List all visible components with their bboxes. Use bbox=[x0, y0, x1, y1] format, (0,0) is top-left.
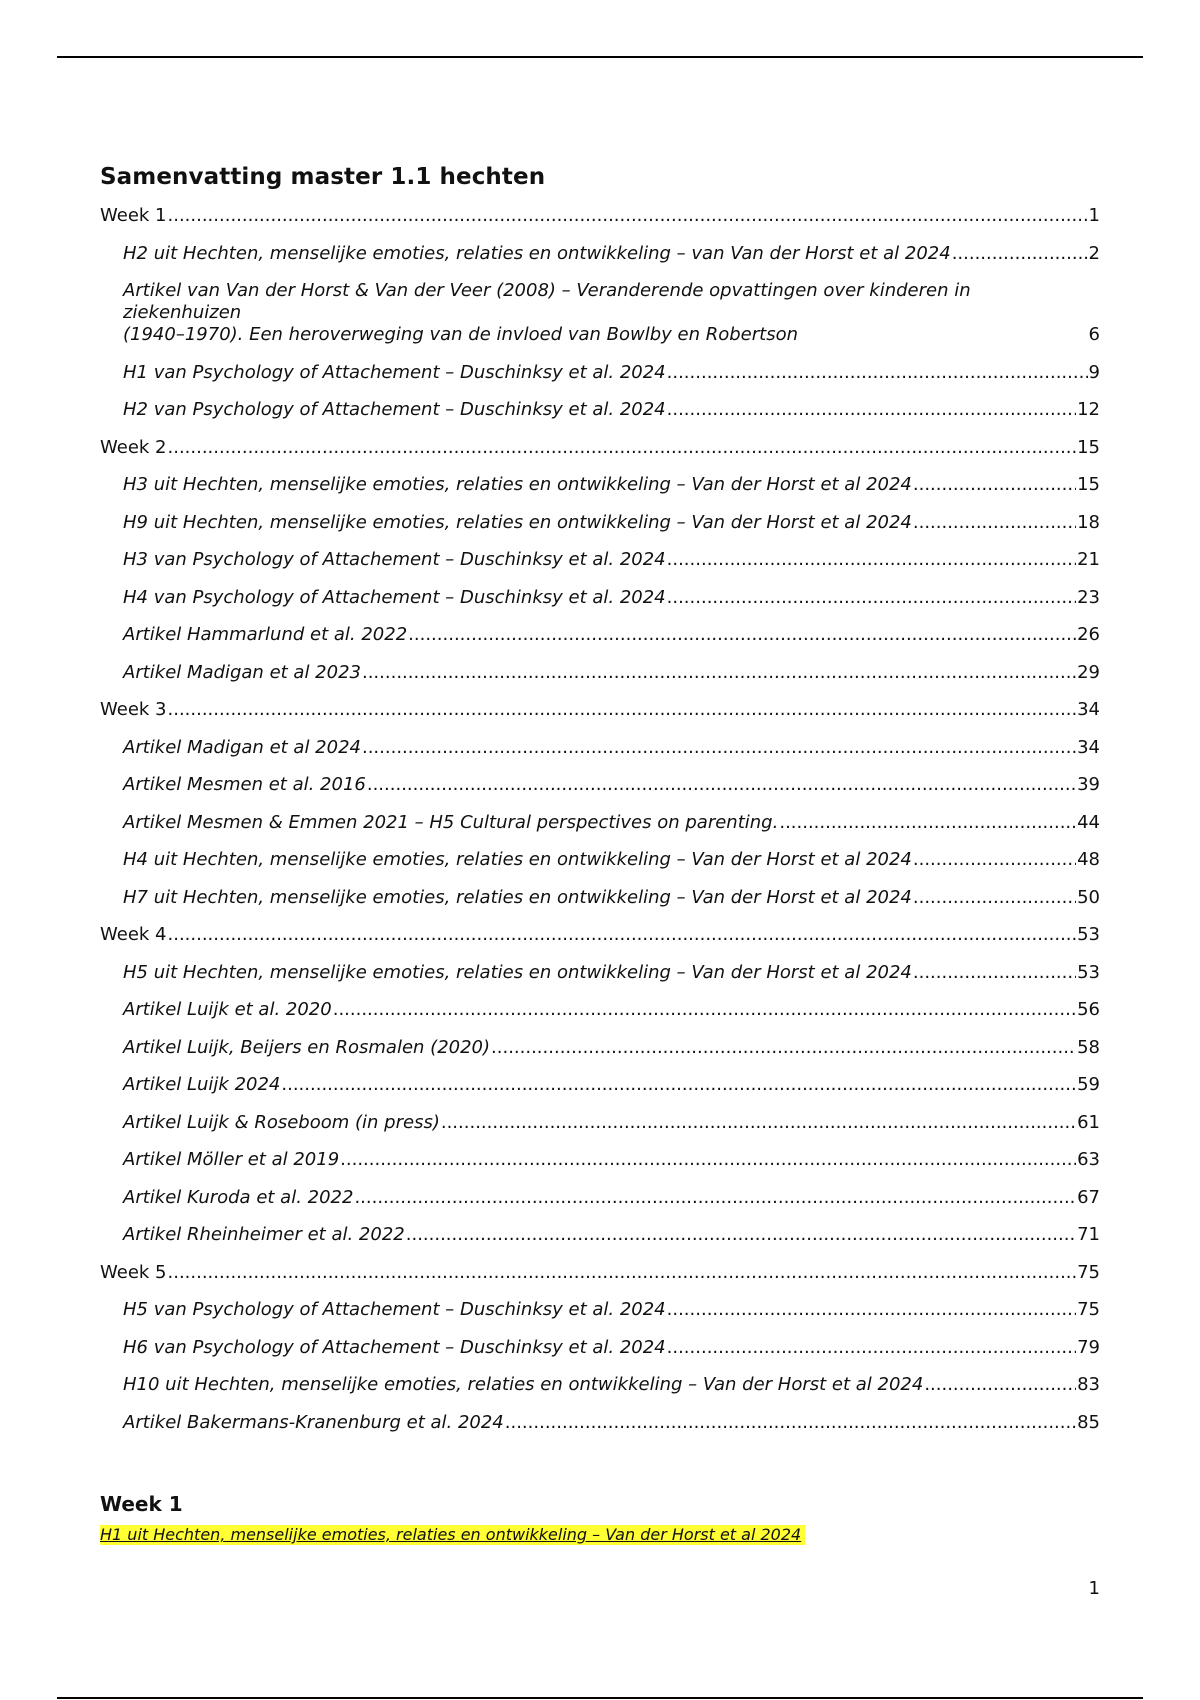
toc-dot-leader bbox=[340, 1149, 1076, 1171]
toc-dot-leader bbox=[408, 624, 1076, 646]
toc-dot-leader bbox=[913, 474, 1076, 496]
toc-page-number: 71 bbox=[1077, 1224, 1100, 1245]
toc-entry[interactable] bbox=[100, 280, 1100, 346]
toc-page-number: 67 bbox=[1077, 1186, 1100, 1208]
toc-dot-leader bbox=[667, 549, 1076, 571]
toc-page-number: 48 bbox=[1077, 849, 1100, 870]
toc-page-number: 34 bbox=[1077, 699, 1100, 720]
toc-entry[interactable] bbox=[100, 587, 1100, 609]
toc-entry[interactable] bbox=[100, 1299, 1100, 1321]
toc-entry[interactable] bbox=[100, 962, 1100, 984]
toc-entry-text: Artikel Mesmen et al. 2016 bbox=[123, 774, 366, 795]
toc-entry-text: H4 van Psychology of Attachement – Duschinksy et al. 2024 bbox=[123, 586, 666, 608]
toc-dot-leader bbox=[913, 962, 1076, 984]
footer-rule bbox=[57, 1697, 1143, 1699]
toc-dot-leader bbox=[779, 812, 1076, 834]
toc-dot-leader bbox=[667, 362, 1088, 384]
toc-page-number: 1 bbox=[1088, 205, 1100, 226]
toc-entry-text: Artikel Madigan et al 2023 bbox=[123, 661, 361, 683]
toc-page-number: 85 bbox=[1077, 1411, 1100, 1433]
toc-dot-leader bbox=[168, 924, 1077, 946]
toc-entry[interactable] bbox=[100, 474, 1100, 496]
toc-page-number: 15 bbox=[1077, 436, 1100, 458]
toc-page-number: 2 bbox=[1088, 242, 1100, 264]
toc-entry-text-line2: (1940–1970). Een heroverweging van de invloed van Bowlby en Robertson bbox=[123, 324, 798, 345]
toc-entry[interactable] bbox=[100, 737, 1100, 759]
toc-dot-leader bbox=[491, 1037, 1076, 1059]
toc-page-number: 53 bbox=[1077, 961, 1100, 983]
toc-week-entry[interactable] bbox=[100, 1262, 1100, 1284]
toc-entry[interactable] bbox=[100, 999, 1100, 1021]
toc-dot-leader bbox=[406, 1224, 1076, 1246]
toc-week-entry[interactable] bbox=[100, 205, 1100, 227]
toc-dot-leader bbox=[667, 1337, 1076, 1359]
toc-dot-leader bbox=[354, 1187, 1076, 1209]
toc-page-number: 21 bbox=[1077, 549, 1100, 570]
toc-dot-leader bbox=[924, 1374, 1076, 1396]
toc-dot-leader bbox=[362, 662, 1076, 684]
document-title: Samenvatting master 1.1 hechten bbox=[100, 164, 546, 190]
toc-dot-leader bbox=[168, 437, 1077, 459]
toc-entry[interactable] bbox=[100, 1074, 1100, 1096]
toc-page-number: 61 bbox=[1077, 1111, 1100, 1133]
toc-page-number: 9 bbox=[1088, 361, 1100, 383]
toc-dot-leader bbox=[333, 999, 1076, 1021]
toc-entry[interactable] bbox=[100, 512, 1100, 534]
toc-page-number: 58 bbox=[1077, 1036, 1100, 1058]
toc-entry-text: H1 van Psychology of Attachement – Duschinksy et al. 2024 bbox=[123, 361, 666, 383]
toc-entry-text: Artikel Mesmen & Emmen 2021 – H5 Cultural perspectives on parenting. bbox=[123, 811, 779, 833]
toc-entry-text: Artikel Bakermans-Kranenburg et al. 2024 bbox=[123, 1411, 504, 1433]
toc-dot-leader bbox=[667, 587, 1076, 609]
toc-entry-text: Week 2 bbox=[100, 436, 167, 458]
toc-page-number: 15 bbox=[1077, 474, 1100, 495]
toc-page-number: 44 bbox=[1077, 811, 1100, 833]
toc-week-entry[interactable] bbox=[100, 924, 1100, 946]
toc-entry-text: Artikel Hammarlund et al. 2022 bbox=[123, 624, 408, 645]
toc-entry-text: Week 4 bbox=[100, 924, 167, 945]
toc-entry[interactable] bbox=[100, 362, 1100, 384]
toc-entry[interactable] bbox=[100, 1412, 1100, 1434]
toc-entry-text: H2 van Psychology of Attachement – Duschinksy et al. 2024 bbox=[123, 399, 666, 420]
toc-dot-leader bbox=[913, 887, 1076, 909]
toc-week-entry[interactable] bbox=[100, 437, 1100, 459]
toc-dot-leader bbox=[362, 737, 1076, 759]
toc-page-number: 26 bbox=[1077, 624, 1100, 645]
toc-entry-text: H7 uit Hechten, menselijke emoties, relaties en ontwikkeling – Van der Horst et al 2024 bbox=[123, 886, 912, 908]
toc-page-number: 18 bbox=[1077, 511, 1100, 533]
toc-entry-text: Week 5 bbox=[100, 1261, 167, 1283]
toc-entry-text: Artikel Luijk, Beijers en Rosmalen (2020) bbox=[123, 1036, 491, 1058]
toc-dot-leader bbox=[952, 243, 1088, 265]
toc-entry[interactable] bbox=[100, 1337, 1100, 1359]
toc-entry[interactable] bbox=[100, 887, 1100, 909]
toc-entry[interactable] bbox=[100, 1187, 1100, 1209]
toc-entry-text: Artikel Luijk & Roseboom (in press) bbox=[123, 1111, 440, 1133]
toc-entry[interactable] bbox=[100, 1224, 1100, 1246]
toc-dot-leader bbox=[168, 205, 1088, 227]
toc-page-number: 12 bbox=[1077, 399, 1100, 420]
toc-page-number: 29 bbox=[1077, 661, 1100, 683]
toc-entry[interactable] bbox=[100, 1374, 1100, 1396]
toc-entry-text: H9 uit Hechten, menselijke emoties, relaties en ontwikkeling – Van der Horst et al 2024 bbox=[123, 511, 912, 533]
toc-entry[interactable] bbox=[100, 1037, 1100, 1059]
toc-page-number: 83 bbox=[1077, 1374, 1100, 1395]
toc-entry-text: H2 uit Hechten, menselijke emoties, relaties en ontwikkeling – van Van der Horst et al 2024 bbox=[123, 242, 951, 264]
toc-page-number: 75 bbox=[1077, 1299, 1100, 1320]
toc-entry-text: Week 1 bbox=[100, 205, 167, 226]
toc-entry[interactable] bbox=[100, 399, 1100, 421]
toc-page-number: 23 bbox=[1077, 586, 1100, 608]
toc-entry-text: H5 uit Hechten, menselijke emoties, relaties en ontwikkeling – Van der Horst et al 2024 bbox=[123, 961, 912, 983]
toc-entry-text: H5 van Psychology of Attachement – Duschinksy et al. 2024 bbox=[123, 1299, 666, 1320]
toc-dot-leader bbox=[367, 774, 1076, 796]
toc-page-number: 75 bbox=[1077, 1261, 1100, 1283]
toc-page-number: 59 bbox=[1077, 1074, 1100, 1095]
toc-entry-text: Artikel Kuroda et al. 2022 bbox=[123, 1186, 354, 1208]
toc-entry-text: Artikel Luijk 2024 bbox=[123, 1074, 281, 1095]
toc-dot-leader bbox=[281, 1074, 1076, 1096]
toc-page-number: 50 bbox=[1077, 886, 1100, 908]
toc-dot-leader bbox=[505, 1412, 1076, 1434]
toc-entry-text: H4 uit Hechten, menselijke emoties, relaties en ontwikkeling – Van der Horst et al 2024 bbox=[123, 849, 912, 870]
toc-entry-text bbox=[123, 280, 1087, 346]
toc-entry[interactable] bbox=[100, 1112, 1100, 1134]
toc-entry-text: Week 3 bbox=[100, 699, 167, 720]
toc-entry[interactable] bbox=[100, 849, 1100, 871]
toc-page-number: 34 bbox=[1077, 736, 1100, 758]
toc-entry-text: H3 van Psychology of Attachement – Duschinksy et al. 2024 bbox=[123, 549, 666, 570]
section-heading: Week 1 bbox=[100, 1492, 183, 1516]
toc-entry-text: H3 uit Hechten, menselijke emoties, relaties en ontwikkeling – Van der Horst et al 2024 bbox=[123, 474, 912, 495]
toc-week-entry[interactable] bbox=[100, 699, 1100, 721]
toc-entry-text: H10 uit Hechten, menselijke emoties, relaties en ontwikkeling – Van der Horst et al 2024 bbox=[123, 1374, 924, 1395]
toc-dot-leader bbox=[168, 1262, 1077, 1284]
toc-page-number: 56 bbox=[1077, 999, 1100, 1020]
toc-entry-text: H6 van Psychology of Attachement – Duschinksy et al. 2024 bbox=[123, 1336, 666, 1358]
toc-page-number: 39 bbox=[1077, 774, 1100, 795]
toc-page-number: 6 bbox=[1088, 324, 1100, 345]
toc-dot-leader bbox=[441, 1112, 1076, 1134]
toc-entry[interactable] bbox=[100, 774, 1100, 796]
table-of-contents bbox=[100, 205, 1100, 1449]
toc-entry[interactable] bbox=[100, 624, 1100, 646]
toc-dot-leader bbox=[913, 849, 1076, 871]
header-rule bbox=[57, 56, 1143, 58]
toc-dot-leader bbox=[667, 399, 1076, 421]
toc-dot-leader bbox=[667, 1299, 1076, 1321]
toc-entry-text: Artikel Luijk et al. 2020 bbox=[123, 999, 332, 1020]
toc-entry-text: Artikel Rheinheimer et al. 2022 bbox=[123, 1224, 405, 1245]
page-number: 1 bbox=[1088, 1578, 1100, 1599]
toc-entry[interactable] bbox=[100, 549, 1100, 571]
toc-entry[interactable] bbox=[100, 243, 1100, 265]
highlighted-subheading[interactable]: H1 uit Hechten, menselijke emoties, relaties en ontwikkeling – Van der Horst et al 2024 bbox=[100, 1525, 805, 1545]
toc-entry[interactable] bbox=[100, 1149, 1100, 1171]
toc-dot-leader bbox=[913, 512, 1076, 534]
toc-dot-leader bbox=[168, 699, 1077, 721]
toc-entry-text: Artikel Madigan et al 2024 bbox=[123, 736, 361, 758]
toc-entry-text-line1: Artikel van Van der Horst & Van der Veer (2008) – Veranderende opvattingen over kinderen in ziekenhuizen bbox=[123, 280, 971, 323]
toc-page-number: 53 bbox=[1077, 924, 1100, 945]
toc-entry[interactable] bbox=[100, 662, 1100, 684]
toc-page-number: 63 bbox=[1077, 1149, 1100, 1170]
toc-entry-text: Artikel Möller et al 2019 bbox=[123, 1149, 340, 1170]
toc-page-number: 79 bbox=[1077, 1336, 1100, 1358]
toc-entry[interactable] bbox=[100, 812, 1100, 834]
